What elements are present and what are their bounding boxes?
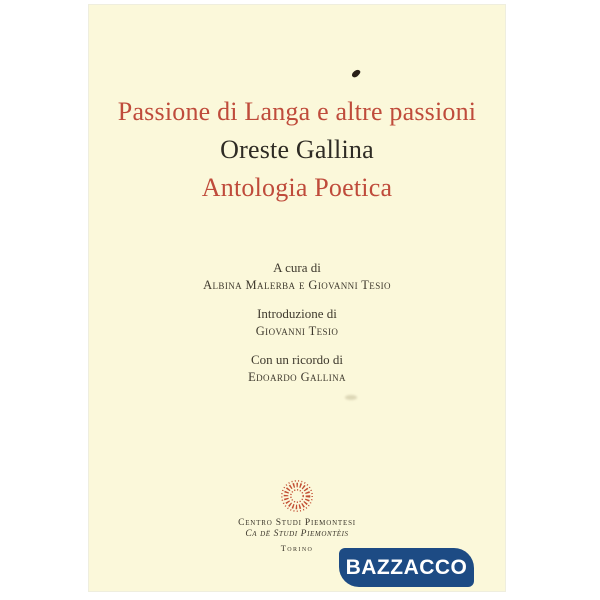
- credit-label: Introduzione di: [257, 306, 337, 321]
- publisher-seal-icon: [280, 479, 314, 513]
- publisher-city: Torino: [280, 543, 314, 553]
- credit-names: Edoardo Gallina: [248, 369, 346, 384]
- watermark-label: BAZZACCO: [345, 555, 468, 579]
- book-title: Passione di Langa e altre passioni: [117, 97, 477, 126]
- book-author: Oreste Gallina: [220, 135, 374, 164]
- credits-block: [89, 260, 505, 398]
- credit-names: Giovanni Tesio: [255, 323, 339, 338]
- publisher-block: [89, 479, 505, 553]
- credit-names: Albina Malerba e Giovanni Tesio: [203, 277, 391, 292]
- publisher-name-piedmontese: Ca dë Studi Piemontèis: [245, 529, 349, 539]
- title-block: [89, 93, 505, 207]
- ink-speck-icon: [351, 68, 361, 79]
- bazzacco-watermark-badge: [339, 548, 474, 587]
- credit-remembrance-by: [89, 352, 505, 385]
- publisher-name: Centro Studi Piemontesi: [238, 518, 356, 528]
- book-cover: [89, 5, 505, 591]
- credit-label: A cura di: [273, 260, 321, 275]
- scan-smudge: [345, 395, 357, 400]
- credit-introduction-by: [89, 306, 505, 339]
- book-subtitle: Antologia Poetica: [201, 173, 393, 202]
- credit-label: Con un ricordo di: [250, 352, 344, 367]
- credit-edited-by: [89, 260, 505, 293]
